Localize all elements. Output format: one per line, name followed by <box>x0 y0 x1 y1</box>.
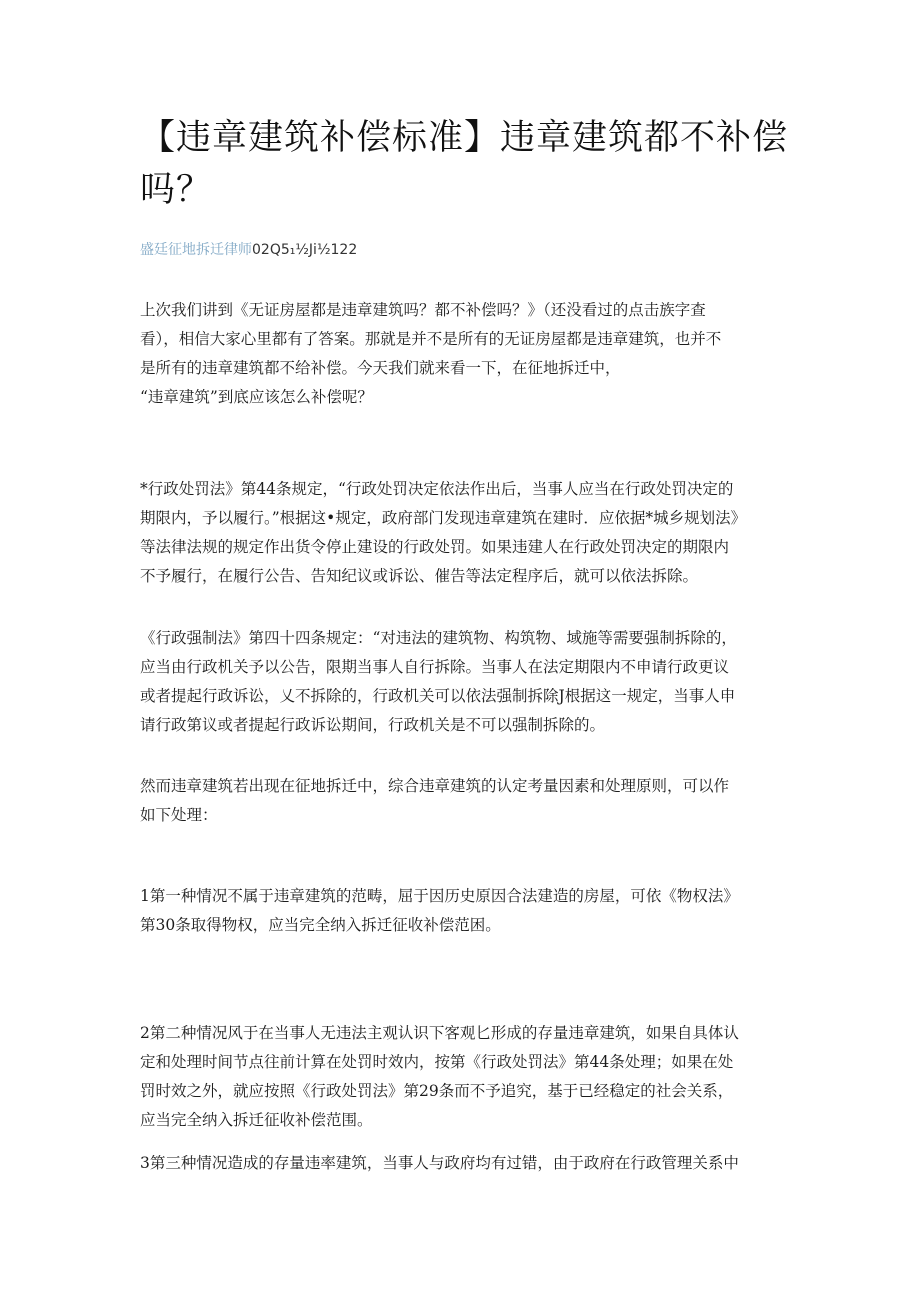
text-line: 定和处理时间节点往前计算在处罚时效内，按第《行政处罚法》第44条处理；如果在处 <box>140 1053 734 1071</box>
text-line: 应当由行政机关予以公告，限期当事人自行拆除。当事人在法定期限内不申请行政更议 <box>140 658 730 676</box>
paragraph-intro <box>140 296 788 412</box>
paragraph-admin-penalty-law <box>140 475 788 591</box>
text-line: 然而违章建筑若出现在征地拆迁中，综合违章建筑的认定考量因素和处理原则，可以作 <box>140 777 730 795</box>
text-line: 罚时效之外，就应按照《行政处罚法》第29条而不予追究，基于已经稳定的社会关系， <box>140 1082 734 1100</box>
article-title: 【违章建筑补偿标准】违章建筑都不补偿吗？ <box>140 118 789 210</box>
author-name[interactable]: 盛廷征地拆迁律师 <box>140 242 252 258</box>
text-line: 如下处理： <box>140 806 218 824</box>
text-line: 是所有的违章建筑都不给补偿。今天我们就来看一下，在征地拆迁中， <box>140 359 621 377</box>
article-byline <box>140 240 357 260</box>
text-line: 期限内，予以履行。”根据这•规定，政府部门发现违章建筑在建时．应依据*城乡规划法》 <box>140 509 747 527</box>
text-line: “违章建筑”到底应该怎么补偿呢？ <box>140 388 373 406</box>
text-line: 请行政第议或者提起行政诉讼期间，行政机关是不可以强制拆除的。 <box>140 716 606 734</box>
text-line: 《行政强制法》第四十四条规定：“对违法的建筑物、构筑物、域施等需要强制拆除的， <box>140 629 737 647</box>
text-line: 或者提起行政诉讼，乂不拆除的，行政机关可以依法强制拆除J根据这一规定，当事人申 <box>140 687 736 705</box>
text-line: 1第一种情况不属于违章建筑的范畴，屈于因历史原因合法建造的房屋，可依《物权法》 <box>140 887 739 905</box>
text-line: 上次我们讲到《无证房屋都是违章建筑吗？都不补偿吗？》（还没看过的点击族字查 <box>140 301 706 319</box>
text-line: 看），相信大家心里都有了答案。那就是并不是所有的无证房屋都是违章建筑，也并不 <box>140 330 722 348</box>
text-line: 第30条取得物权，应当完全纳入拆迁征收补偿范困。 <box>140 916 501 934</box>
text-line: 3第三种情况造成的存量违率建筑，当事人与政府均有过错，由于政府在行政管理关系中 <box>140 1154 739 1172</box>
publish-date: 02Q5₁½Ji½122 <box>252 242 358 258</box>
text-line: 等法律法规的规定作出货令停止建设的行政处罚。如果违建人在行政处罚决定的期限内 <box>140 538 730 556</box>
text-line: 应当完全纳入拆迁征收补偿范围。 <box>140 1111 373 1129</box>
paragraph-case-3 <box>140 1149 788 1178</box>
paragraph-case-2 <box>140 1019 788 1135</box>
paragraph-admin-enforcement-law <box>140 624 788 740</box>
text-line: *行政处罚法》第44条规定，“行政处罚决定依法作出后，当事人应当在行政处罚决定的 <box>140 480 734 498</box>
paragraph-case-1 <box>140 882 788 940</box>
text-line: 不予履行，在履行公告、告知纪议或诉讼、催告等法定程序后，就可以依法拆除。 <box>140 567 699 585</box>
paragraph-handling-intro <box>140 772 788 830</box>
text-line: 2第二种情况风于在当事人无违法主观认识下客观匕形成的存量违章建筑，如果自具体认 <box>140 1024 739 1042</box>
